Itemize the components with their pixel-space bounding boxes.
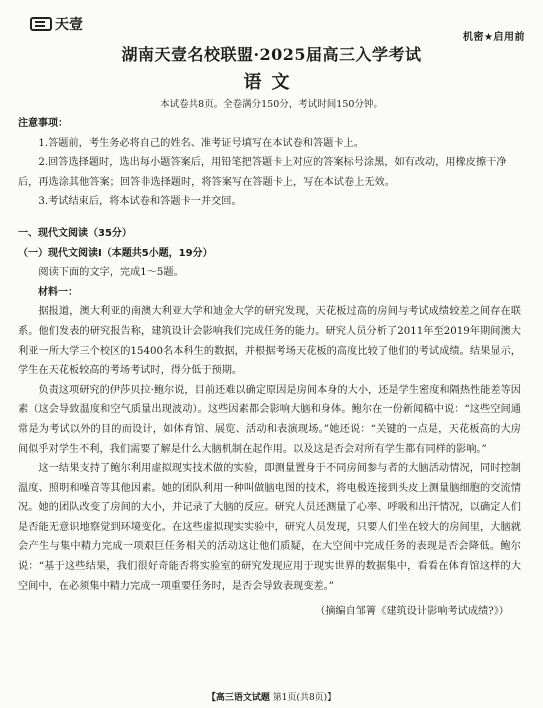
- footer-page-info: 第1页(共8页)】: [272, 693, 337, 703]
- article-paragraph: 据报道，澳大利亚的南澳大利亚大学和迪金大学的研究发现，天花板过高的房间与考试成绩较差之间存在联系。他们发表的研究报告称，建筑设计会影响我们完成任务的能力。研究人员分析了2011年至2019年期间澳大利亚一所大学三个校区的15400名本科生的数据，并根据考场天花板的高度比较了他们的考试成绩。结果显示，学生在天花板较高的考场考试时，得分低于预期。: [18, 306, 521, 377]
- page-footer: [0, 690, 543, 703]
- footer-exam-name: 【高三语文试题: [206, 693, 270, 703]
- reading-instruction: 阅读下面的文字，完成1～5题。: [38, 267, 184, 279]
- subsection-heading: （一）现代文阅读Ⅰ（本题共5小题，19分）: [18, 247, 213, 259]
- note-item: 2.回答选择题时，选出每小题答案后，用铅笔把答题卡上对应的答案标号涂黑，如有改动，用橡皮擦干净后，再选涂其他答案；回答非选择题时，将答案写在答题卡上，写在本试卷上无效。: [18, 157, 507, 188]
- material-label: 材料一：: [38, 286, 78, 298]
- page-content: [18, 114, 521, 622]
- logo-text: 天壹: [55, 17, 83, 33]
- exam-title: 湖南天壹名校联盟·2025届高三入学考试: [121, 45, 422, 64]
- note-item: 3.考试结束后，将本试卷和答题卡一并交回。: [38, 196, 242, 208]
- confidential-label: 机密★启用前: [463, 32, 525, 43]
- logo-icon: [30, 17, 52, 31]
- article-paragraph: 这一结果支持了鲍尔利用虚拟现实技术做的实验，即测量置身于不同房间参与者的大脑活动情况，同时控制温度、照明和噪音等其他因素。她的团队利用一种叫做脑电图的技术，将电极连接到头皮上测量脑细胞的交流情况。她的团队改变了房间的大小，并记录了大脑的反应。研究人员还测量了心率、呼吸和出汗情况，以确定人们是否能无意识地察觉到环境变化。在这些虚拟现实实验中，研究人员发现，只要人们坐在较大的房间里，大脑就会产生与集中精力完成一项艰巨任务相关的活动这让他们质疑，在大空间中完成任务的表现是否会降低。鲍尔说：“基于这些结果，我们很好奇能否将实验室的研究发现应用于现实世界的数据集中，看看在体育馆这样的大空间中，在必须集中精力完成一项重要任务时，是否会导致表现变差。”: [18, 463, 521, 592]
- subject-title: 语文: [243, 72, 300, 93]
- notes-list: [18, 134, 521, 212]
- notes-heading: 注意事项：: [18, 118, 68, 129]
- exam-meta: 本试卷共8页。全卷满分150分，考试时间150分钟。: [160, 99, 383, 110]
- article-paragraph: 负责这项研究的伊莎贝拉·鲍尔说，目前还难以确定原因是房间本身的大小，还是学生密度和隔热性能差等因素（这会导致温度和空气质量出现波动）。这些因素都会影响大脑和身体。鲍尔在一份新闻稿中说：“这些空间通常是为考试以外的目的而设计，如体育馆、展览、活动和表演现场。”她还说：“关键的一点是，天花板高的大房间似乎对学生不利，我们需要了解是什么大脑机制在起作用。以及这是否会对所有学生都有同样的影响。”: [18, 384, 521, 455]
- note-item: 1.答题前，考生务必将自己的姓名、准考证号填写在本试卷和答题卡上。: [38, 137, 364, 149]
- publisher-logo: [30, 14, 83, 34]
- article-source: （摘编自邹箐《建筑设计影响考试成绩?》）: [315, 606, 509, 618]
- section-heading: 一、现代文阅读（35分）: [18, 227, 132, 239]
